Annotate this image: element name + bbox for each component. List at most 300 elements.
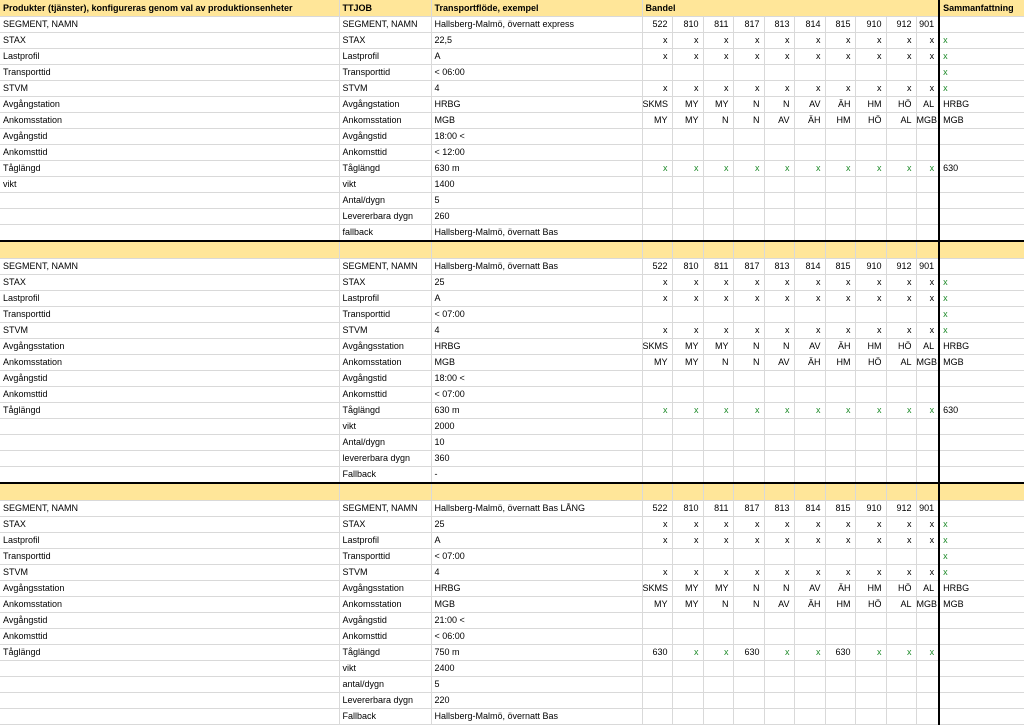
cell-bandel[interactable] xyxy=(764,435,794,451)
cell-bandel[interactable]: ÄH xyxy=(794,597,825,613)
cell-bandel[interactable] xyxy=(764,387,794,403)
cell-bandel[interactable]: N xyxy=(733,113,764,129)
cell-bandel[interactable]: MGB xyxy=(916,597,939,613)
cell-ttjob[interactable]: Levererbara dygn xyxy=(339,693,431,709)
cell-bandel[interactable]: x xyxy=(825,533,855,549)
cell-summary[interactable]: x xyxy=(939,517,1024,533)
cell-bandel[interactable] xyxy=(703,435,733,451)
cell-bandel[interactable]: x xyxy=(916,33,939,49)
cell-bandel[interactable]: N xyxy=(764,581,794,597)
cell-bandel[interactable] xyxy=(886,435,916,451)
cell-bandel[interactable]: x xyxy=(703,33,733,49)
cell-summary[interactable]: x xyxy=(939,291,1024,307)
cell-bandel[interactable]: HÖ xyxy=(855,113,886,129)
cell-bandel[interactable] xyxy=(886,419,916,435)
cell-bandel[interactable] xyxy=(855,225,886,242)
cell-flow[interactable]: MGB xyxy=(431,113,642,129)
cell-bandel[interactable] xyxy=(886,693,916,709)
cell-bandel[interactable] xyxy=(672,693,703,709)
cell-summary[interactable] xyxy=(939,677,1024,693)
cell-summary[interactable] xyxy=(939,709,1024,725)
cell-bandel[interactable]: x xyxy=(886,533,916,549)
cell-product[interactable] xyxy=(0,193,339,209)
cell-bandel[interactable]: x xyxy=(672,565,703,581)
cell-ttjob[interactable]: Lastprofil xyxy=(339,49,431,65)
cell-bandel[interactable]: ÄH xyxy=(825,97,855,113)
cell-product[interactable]: SEGMENT, NAMN xyxy=(0,17,339,33)
cell-bandel[interactable]: x xyxy=(642,403,672,419)
cell-flow[interactable]: < 07:00 xyxy=(431,307,642,323)
cell-summary[interactable]: HRBG xyxy=(939,581,1024,597)
cell-bandel[interactable] xyxy=(855,629,886,645)
cell-bandel[interactable]: x xyxy=(703,291,733,307)
cell-bandel[interactable]: x xyxy=(672,33,703,49)
cell-bandel[interactable]: HÖ xyxy=(886,339,916,355)
cell-bandel[interactable]: MY xyxy=(672,597,703,613)
cell-bandel[interactable] xyxy=(703,629,733,645)
cell-bandel[interactable]: x xyxy=(855,33,886,49)
cell-bandel[interactable] xyxy=(672,65,703,81)
cell-bandel[interactable] xyxy=(642,549,672,565)
cell-bandel[interactable]: MY xyxy=(672,581,703,597)
cell-bandel[interactable]: HM xyxy=(825,597,855,613)
cell-bandel[interactable] xyxy=(764,129,794,145)
cell-bandel[interactable]: MGB xyxy=(916,113,939,129)
cell-bandel[interactable]: x xyxy=(886,565,916,581)
cell-bandel[interactable]: MY xyxy=(672,339,703,355)
cell-bandel[interactable]: x xyxy=(733,323,764,339)
cell-ttjob[interactable]: Ankomsstation xyxy=(339,113,431,129)
cell-bandel[interactable] xyxy=(794,677,825,693)
cell-flow[interactable]: 1400 xyxy=(431,177,642,193)
cell-bandel[interactable]: x xyxy=(916,533,939,549)
cell-bandel[interactable] xyxy=(764,661,794,677)
cell-ttjob[interactable]: Levererbara dygn xyxy=(339,209,431,225)
cell-bandel[interactable]: x xyxy=(642,533,672,549)
cell-bandel[interactable]: MY xyxy=(642,355,672,371)
cell-bandel[interactable] xyxy=(825,709,855,725)
cell-bandel[interactable] xyxy=(642,307,672,323)
header-summary[interactable]: Sammanfattning xyxy=(939,0,1024,17)
cell-bandel[interactable]: x xyxy=(825,33,855,49)
cell-bandel[interactable]: HM xyxy=(855,97,886,113)
cell-bandel[interactable]: x xyxy=(855,81,886,97)
cell-bandel[interactable]: 901 xyxy=(916,17,939,33)
cell-flow[interactable]: 10 xyxy=(431,435,642,451)
cell-bandel[interactable]: N xyxy=(703,597,733,613)
cell-bandel[interactable] xyxy=(886,145,916,161)
cell-product[interactable] xyxy=(0,451,339,467)
cell-bandel[interactable] xyxy=(733,145,764,161)
cell-bandel[interactable]: 630 xyxy=(642,645,672,661)
cell-bandel[interactable] xyxy=(916,629,939,645)
cell-bandel[interactable] xyxy=(825,419,855,435)
cell-bandel[interactable] xyxy=(733,451,764,467)
cell-bandel[interactable] xyxy=(764,193,794,209)
cell-bandel[interactable]: HÖ xyxy=(855,597,886,613)
cell-bandel[interactable] xyxy=(916,677,939,693)
cell-bandel[interactable]: x xyxy=(855,49,886,65)
cell-bandel[interactable] xyxy=(764,177,794,193)
cell-bandel[interactable] xyxy=(672,371,703,387)
cell-ttjob[interactable]: Tåglängd xyxy=(339,161,431,177)
cell-bandel[interactable]: x xyxy=(916,291,939,307)
cell-bandel[interactable] xyxy=(642,209,672,225)
cell-bandel[interactable] xyxy=(764,307,794,323)
cell-bandel[interactable] xyxy=(733,65,764,81)
cell-bandel[interactable]: x xyxy=(825,403,855,419)
cell-bandel[interactable] xyxy=(855,549,886,565)
cell-bandel[interactable]: x xyxy=(886,49,916,65)
cell-bandel[interactable]: x xyxy=(642,275,672,291)
header-products[interactable]: Produkter (tjänster), konfigureras genom val av produktionsenheter xyxy=(0,0,339,17)
cell-bandel[interactable]: x xyxy=(855,645,886,661)
cell-bandel[interactable]: x xyxy=(764,517,794,533)
cell-bandel[interactable]: AL xyxy=(916,339,939,355)
cell-ttjob[interactable]: Avgångsstation xyxy=(339,339,431,355)
cell-bandel[interactable]: x xyxy=(703,533,733,549)
cell-bandel[interactable] xyxy=(672,209,703,225)
cell-bandel[interactable] xyxy=(672,629,703,645)
cell-bandel[interactable]: N xyxy=(703,113,733,129)
cell-product[interactable]: Ankomsstation xyxy=(0,113,339,129)
cell-bandel[interactable] xyxy=(886,629,916,645)
cell-bandel[interactable] xyxy=(733,419,764,435)
cell-bandel[interactable] xyxy=(703,677,733,693)
cell-ttjob[interactable]: Transporttid xyxy=(339,549,431,565)
cell-summary[interactable]: x xyxy=(939,33,1024,49)
cell-product[interactable]: STAX xyxy=(0,33,339,49)
cell-bandel[interactable]: x xyxy=(825,323,855,339)
cell-bandel[interactable] xyxy=(672,661,703,677)
cell-bandel[interactable]: x xyxy=(672,161,703,177)
cell-bandel[interactable]: N xyxy=(703,355,733,371)
cell-product[interactable] xyxy=(0,209,339,225)
cell-bandel[interactable] xyxy=(642,225,672,242)
cell-ttjob[interactable]: levererbara dygn xyxy=(339,451,431,467)
cell-bandel[interactable]: AL xyxy=(886,113,916,129)
cell-bandel[interactable]: x xyxy=(764,533,794,549)
cell-bandel[interactable]: HÖ xyxy=(855,355,886,371)
cell-bandel[interactable]: HM xyxy=(825,113,855,129)
cell-bandel[interactable] xyxy=(794,65,825,81)
cell-bandel[interactable]: N xyxy=(733,97,764,113)
cell-bandel[interactable]: x xyxy=(733,161,764,177)
cell-bandel[interactable]: x xyxy=(916,49,939,65)
cell-product[interactable] xyxy=(0,661,339,677)
cell-bandel[interactable] xyxy=(825,371,855,387)
cell-summary[interactable] xyxy=(939,129,1024,145)
cell-summary[interactable]: MGB xyxy=(939,597,1024,613)
cell-bandel[interactable]: x xyxy=(733,517,764,533)
cell-bandel[interactable]: x xyxy=(886,517,916,533)
cell-bandel[interactable] xyxy=(703,177,733,193)
cell-flow[interactable]: 2400 xyxy=(431,661,642,677)
cell-bandel[interactable] xyxy=(642,371,672,387)
cell-bandel[interactable] xyxy=(855,467,886,484)
cell-flow[interactable]: 25 xyxy=(431,517,642,533)
cell-bandel[interactable] xyxy=(886,677,916,693)
cell-bandel[interactable]: x xyxy=(642,291,672,307)
cell-bandel[interactable] xyxy=(916,387,939,403)
cell-bandel[interactable]: x xyxy=(703,565,733,581)
cell-bandel[interactable]: AV xyxy=(764,355,794,371)
cell-bandel[interactable] xyxy=(825,549,855,565)
cell-bandel[interactable] xyxy=(886,177,916,193)
cell-bandel[interactable] xyxy=(672,307,703,323)
cell-product[interactable]: STVM xyxy=(0,565,339,581)
cell-flow[interactable]: 25 xyxy=(431,275,642,291)
cell-bandel[interactable]: x xyxy=(855,291,886,307)
cell-bandel[interactable] xyxy=(733,661,764,677)
cell-bandel[interactable] xyxy=(642,451,672,467)
cell-summary[interactable] xyxy=(939,645,1024,661)
cell-product[interactable]: Tåglängd xyxy=(0,645,339,661)
cell-product[interactable]: STVM xyxy=(0,323,339,339)
cell-bandel[interactable] xyxy=(825,613,855,629)
cell-bandel[interactable]: HÖ xyxy=(886,581,916,597)
cell-bandel[interactable]: x xyxy=(672,323,703,339)
cell-bandel[interactable] xyxy=(916,65,939,81)
cell-product[interactable]: Transporttid xyxy=(0,307,339,323)
cell-ttjob[interactable]: Avgångstid xyxy=(339,129,431,145)
cell-bandel[interactable] xyxy=(794,549,825,565)
cell-ttjob[interactable]: Fallback xyxy=(339,709,431,725)
cell-bandel[interactable]: x xyxy=(855,403,886,419)
cell-product[interactable]: Lastprofil xyxy=(0,49,339,65)
cell-bandel[interactable]: 811 xyxy=(703,501,733,517)
cell-bandel[interactable] xyxy=(642,613,672,629)
cell-product[interactable] xyxy=(0,225,339,242)
cell-bandel[interactable] xyxy=(794,419,825,435)
cell-flow[interactable]: A xyxy=(431,49,642,65)
cell-ttjob[interactable]: STVM xyxy=(339,565,431,581)
cell-product[interactable] xyxy=(0,709,339,725)
cell-ttjob[interactable]: Ankomsttid xyxy=(339,629,431,645)
cell-summary[interactable] xyxy=(939,451,1024,467)
cell-bandel[interactable]: x xyxy=(794,33,825,49)
cell-bandel[interactable] xyxy=(764,225,794,242)
cell-product[interactable]: Ankomsttid xyxy=(0,387,339,403)
cell-bandel[interactable] xyxy=(886,209,916,225)
cell-bandel[interactable] xyxy=(916,307,939,323)
cell-bandel[interactable]: x xyxy=(916,403,939,419)
cell-bandel[interactable] xyxy=(703,129,733,145)
cell-ttjob[interactable]: vikt xyxy=(339,177,431,193)
cell-bandel[interactable] xyxy=(703,371,733,387)
cell-bandel[interactable] xyxy=(886,307,916,323)
cell-bandel[interactable]: x xyxy=(703,517,733,533)
cell-bandel[interactable] xyxy=(794,193,825,209)
cell-bandel[interactable] xyxy=(642,629,672,645)
cell-product[interactable]: Ankomsstation xyxy=(0,597,339,613)
cell-flow[interactable]: 4 xyxy=(431,323,642,339)
cell-bandel[interactable]: x xyxy=(794,49,825,65)
cell-flow[interactable]: 220 xyxy=(431,693,642,709)
cell-bandel[interactable] xyxy=(855,677,886,693)
cell-bandel[interactable] xyxy=(764,629,794,645)
cell-flow[interactable]: 2000 xyxy=(431,419,642,435)
cell-bandel[interactable]: x xyxy=(672,81,703,97)
cell-bandel[interactable]: x xyxy=(764,403,794,419)
cell-bandel[interactable]: AL xyxy=(916,581,939,597)
cell-bandel[interactable] xyxy=(764,677,794,693)
cell-bandel[interactable] xyxy=(855,451,886,467)
cell-bandel[interactable] xyxy=(764,613,794,629)
cell-bandel[interactable] xyxy=(916,145,939,161)
cell-bandel[interactable]: x xyxy=(764,275,794,291)
cell-ttjob[interactable]: fallback xyxy=(339,225,431,242)
cell-bandel[interactable]: x xyxy=(703,49,733,65)
cell-bandel[interactable]: SKMS xyxy=(642,581,672,597)
cell-summary[interactable] xyxy=(939,17,1024,33)
cell-bandel[interactable]: x xyxy=(855,323,886,339)
cell-bandel[interactable] xyxy=(855,661,886,677)
cell-product[interactable]: SEGMENT, NAMN xyxy=(0,501,339,517)
cell-flow[interactable]: 18:00 < xyxy=(431,371,642,387)
cell-bandel[interactable] xyxy=(703,419,733,435)
cell-bandel[interactable]: x xyxy=(916,323,939,339)
cell-summary[interactable] xyxy=(939,145,1024,161)
cell-bandel[interactable]: SKMS xyxy=(642,339,672,355)
cell-bandel[interactable] xyxy=(672,225,703,242)
cell-bandel[interactable] xyxy=(672,451,703,467)
cell-bandel[interactable]: x xyxy=(825,161,855,177)
cell-bandel[interactable] xyxy=(642,435,672,451)
cell-bandel[interactable] xyxy=(886,451,916,467)
cell-ttjob[interactable]: STAX xyxy=(339,517,431,533)
cell-bandel[interactable] xyxy=(825,629,855,645)
cell-bandel[interactable]: x xyxy=(855,161,886,177)
cell-summary[interactable]: x xyxy=(939,275,1024,291)
cell-bandel[interactable]: x xyxy=(672,517,703,533)
cell-bandel[interactable] xyxy=(733,209,764,225)
cell-bandel[interactable] xyxy=(794,129,825,145)
cell-summary[interactable]: x xyxy=(939,533,1024,549)
cell-bandel[interactable]: x xyxy=(886,291,916,307)
cell-bandel[interactable] xyxy=(672,193,703,209)
cell-flow[interactable]: 22,5 xyxy=(431,33,642,49)
cell-product[interactable]: STVM xyxy=(0,81,339,97)
cell-bandel[interactable]: x xyxy=(642,161,672,177)
cell-bandel[interactable]: 811 xyxy=(703,259,733,275)
cell-bandel[interactable] xyxy=(886,709,916,725)
cell-bandel[interactable]: x xyxy=(886,645,916,661)
cell-bandel[interactable]: x xyxy=(886,403,916,419)
cell-bandel[interactable] xyxy=(886,65,916,81)
cell-bandel[interactable] xyxy=(825,145,855,161)
cell-ttjob[interactable]: Avgångsstation xyxy=(339,581,431,597)
cell-bandel[interactable] xyxy=(733,549,764,565)
cell-bandel[interactable]: x xyxy=(672,403,703,419)
cell-bandel[interactable]: x xyxy=(703,275,733,291)
cell-product[interactable] xyxy=(0,677,339,693)
cell-bandel[interactable] xyxy=(703,451,733,467)
cell-bandel[interactable] xyxy=(642,419,672,435)
cell-product[interactable]: Avgångsstation xyxy=(0,339,339,355)
cell-bandel[interactable]: x xyxy=(794,517,825,533)
cell-bandel[interactable] xyxy=(916,549,939,565)
cell-bandel[interactable] xyxy=(855,613,886,629)
cell-bandel[interactable]: MY xyxy=(703,97,733,113)
cell-bandel[interactable] xyxy=(672,467,703,484)
cell-bandel[interactable]: 815 xyxy=(825,259,855,275)
cell-flow[interactable]: MGB xyxy=(431,597,642,613)
cell-bandel[interactable] xyxy=(794,661,825,677)
cell-bandel[interactable]: 912 xyxy=(886,259,916,275)
cell-bandel[interactable] xyxy=(672,387,703,403)
cell-bandel[interactable] xyxy=(764,709,794,725)
header-ttjob[interactable]: TTJOB xyxy=(339,0,431,17)
cell-bandel[interactable] xyxy=(916,661,939,677)
cell-product[interactable]: Avgångstid xyxy=(0,129,339,145)
cell-ttjob[interactable]: Avgångstid xyxy=(339,371,431,387)
cell-bandel[interactable]: x xyxy=(855,533,886,549)
cell-bandel[interactable] xyxy=(794,629,825,645)
cell-bandel[interactable] xyxy=(642,661,672,677)
cell-bandel[interactable]: ÄH xyxy=(825,581,855,597)
cell-summary[interactable]: 630 xyxy=(939,403,1024,419)
cell-bandel[interactable]: x xyxy=(672,291,703,307)
cell-bandel[interactable] xyxy=(825,177,855,193)
cell-bandel[interactable] xyxy=(825,65,855,81)
cell-flow[interactable]: A xyxy=(431,291,642,307)
cell-bandel[interactable]: x xyxy=(733,49,764,65)
cell-flow[interactable]: Hallsberg-Malmö, övernatt Bas xyxy=(431,225,642,242)
cell-flow[interactable]: 5 xyxy=(431,193,642,209)
cell-bandel[interactable] xyxy=(733,129,764,145)
cell-bandel[interactable] xyxy=(642,129,672,145)
cell-bandel[interactable] xyxy=(855,65,886,81)
cell-bandel[interactable]: x xyxy=(916,565,939,581)
cell-summary[interactable]: 630 xyxy=(939,161,1024,177)
cell-flow[interactable]: 4 xyxy=(431,565,642,581)
cell-bandel[interactable]: HM xyxy=(855,339,886,355)
cell-bandel[interactable]: x xyxy=(825,565,855,581)
cell-bandel[interactable]: x xyxy=(794,403,825,419)
cell-bandel[interactable] xyxy=(794,693,825,709)
cell-bandel[interactable]: MY xyxy=(672,97,703,113)
cell-summary[interactable] xyxy=(939,193,1024,209)
cell-product[interactable]: Avgångstid xyxy=(0,371,339,387)
cell-bandel[interactable]: 901 xyxy=(916,259,939,275)
cell-bandel[interactable] xyxy=(733,613,764,629)
cell-bandel[interactable]: MY xyxy=(672,113,703,129)
cell-bandel[interactable]: x xyxy=(642,517,672,533)
cell-product[interactable]: Avgångstation xyxy=(0,97,339,113)
cell-summary[interactable] xyxy=(939,259,1024,275)
cell-bandel[interactable] xyxy=(794,307,825,323)
cell-bandel[interactable]: N xyxy=(764,97,794,113)
cell-bandel[interactable] xyxy=(642,177,672,193)
cell-product[interactable]: SEGMENT, NAMN xyxy=(0,259,339,275)
cell-bandel[interactable]: x xyxy=(794,565,825,581)
cell-bandel[interactable] xyxy=(825,193,855,209)
cell-ttjob[interactable]: STAX xyxy=(339,33,431,49)
cell-bandel[interactable]: 815 xyxy=(825,17,855,33)
cell-bandel[interactable]: 522 xyxy=(642,17,672,33)
cell-bandel[interactable]: N xyxy=(733,355,764,371)
cell-bandel[interactable] xyxy=(886,371,916,387)
cell-bandel[interactable]: 815 xyxy=(825,501,855,517)
cell-bandel[interactable] xyxy=(764,65,794,81)
cell-bandel[interactable]: N xyxy=(733,597,764,613)
cell-summary[interactable]: x xyxy=(939,565,1024,581)
cell-bandel[interactable] xyxy=(825,209,855,225)
cell-bandel[interactable] xyxy=(733,307,764,323)
cell-bandel[interactable]: MY xyxy=(642,113,672,129)
cell-bandel[interactable] xyxy=(916,467,939,484)
